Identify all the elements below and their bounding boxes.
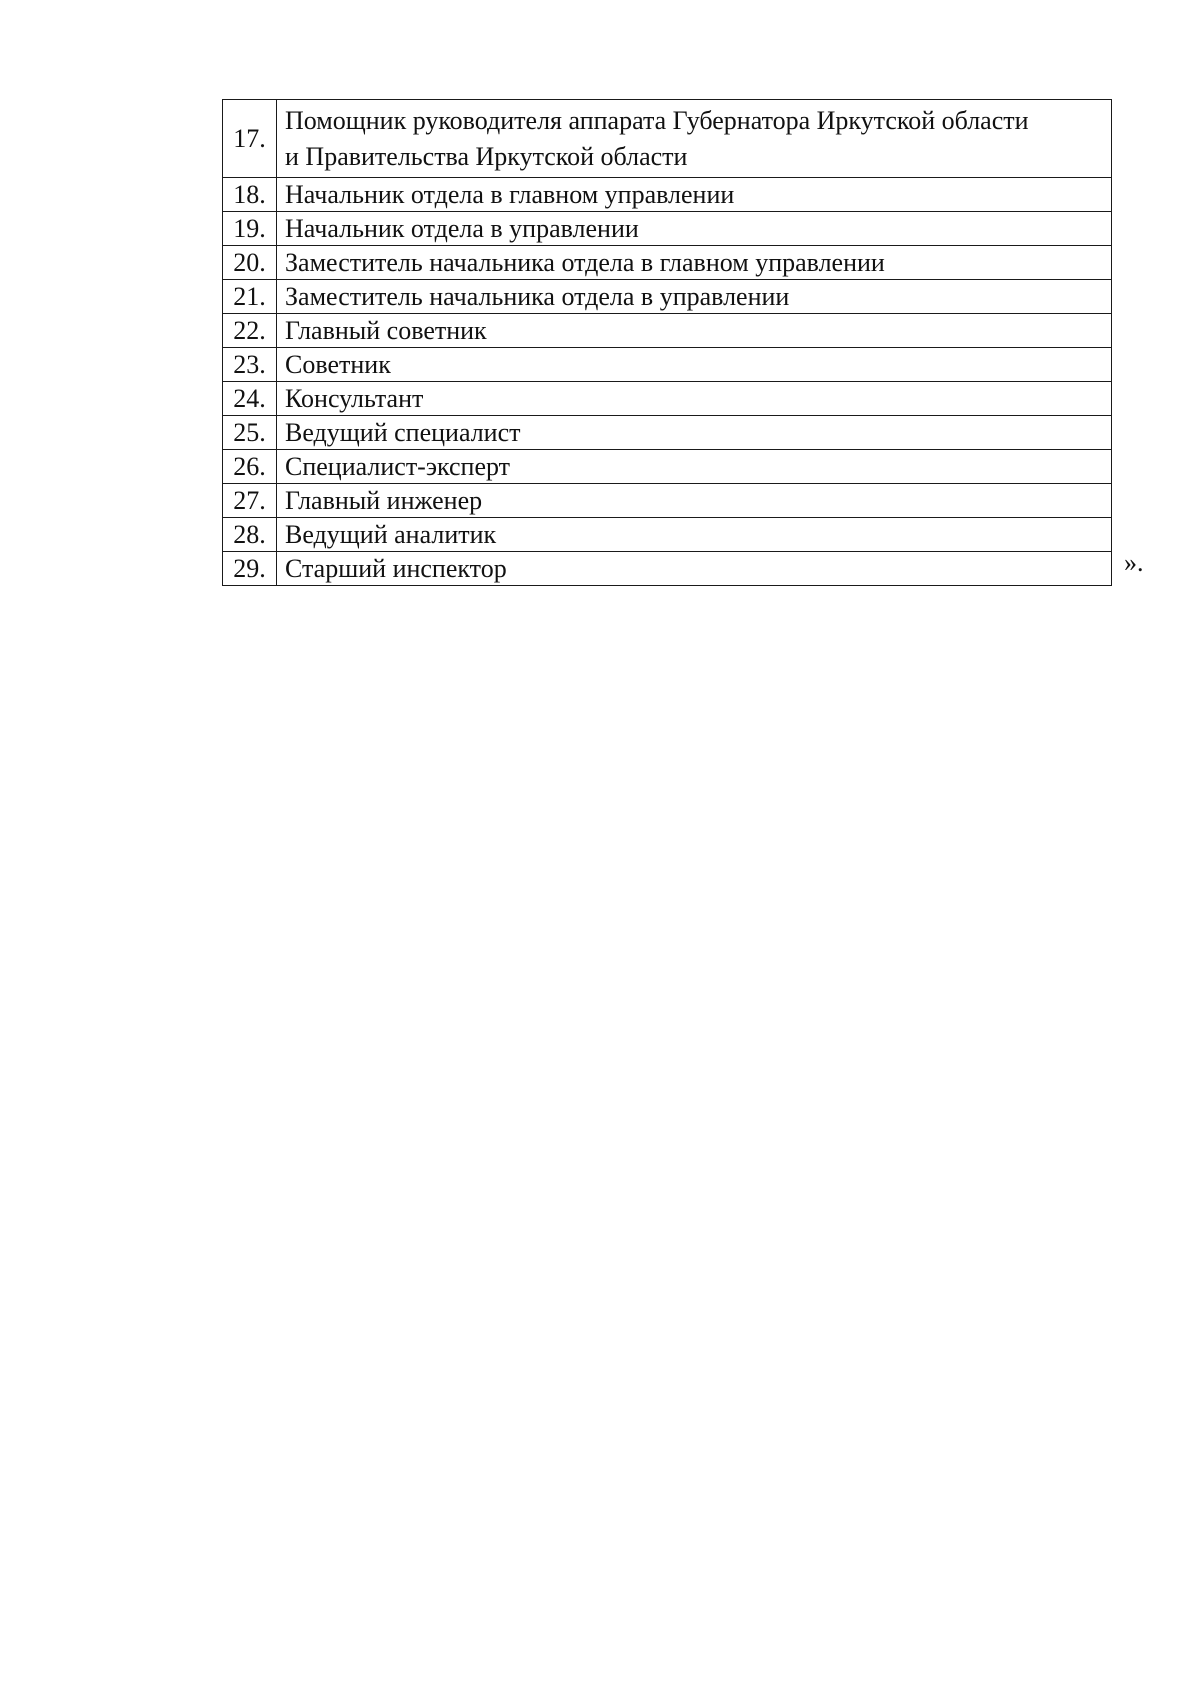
- table-row: [223, 280, 1112, 314]
- row-number: 27.: [223, 484, 277, 518]
- row-number: 20.: [223, 246, 277, 280]
- position-title: Старший инспектор: [277, 552, 1112, 586]
- row-number: 29.: [223, 552, 277, 586]
- position-title: Начальник отдела в управлении: [277, 212, 1112, 246]
- table-row: [223, 178, 1112, 212]
- row-number: 23.: [223, 348, 277, 382]
- position-title: Советник: [277, 348, 1112, 382]
- row-number: 19.: [223, 212, 277, 246]
- table-row: [223, 450, 1112, 484]
- position-title: Консультант: [277, 382, 1112, 416]
- table-row: [223, 552, 1112, 586]
- position-title: Главный советник: [277, 314, 1112, 348]
- closing-quote: ».: [1124, 548, 1144, 577]
- table-row: [223, 246, 1112, 280]
- position-title: Специалист-эксперт: [277, 450, 1112, 484]
- table-row: [223, 382, 1112, 416]
- table-row: [223, 348, 1112, 382]
- position-title: Помощник руководителя аппарата Губернатора Иркутской области и Правительства Иркутской области: [277, 100, 1112, 178]
- row-number: 24.: [223, 382, 277, 416]
- table-row: [223, 100, 1112, 178]
- position-title: Заместитель начальника отдела в главном управлении: [277, 246, 1112, 280]
- table-row: [223, 314, 1112, 348]
- row-number: 26.: [223, 450, 277, 484]
- position-title: Ведущий аналитик: [277, 518, 1112, 552]
- table-row: [223, 518, 1112, 552]
- table-row: [223, 416, 1112, 450]
- position-title: Ведущий специалист: [277, 416, 1112, 450]
- table-row: [223, 212, 1112, 246]
- row-number: 21.: [223, 280, 277, 314]
- position-title: Начальник отдела в главном управлении: [277, 178, 1112, 212]
- row-number: 17.: [223, 100, 277, 178]
- row-number: 18.: [223, 178, 277, 212]
- row-number: 28.: [223, 518, 277, 552]
- positions-table: [222, 99, 1112, 586]
- row-number: 22.: [223, 314, 277, 348]
- table-row: [223, 484, 1112, 518]
- row-number: 25.: [223, 416, 277, 450]
- position-title: Главный инженер: [277, 484, 1112, 518]
- position-title: Заместитель начальника отдела в управлении: [277, 280, 1112, 314]
